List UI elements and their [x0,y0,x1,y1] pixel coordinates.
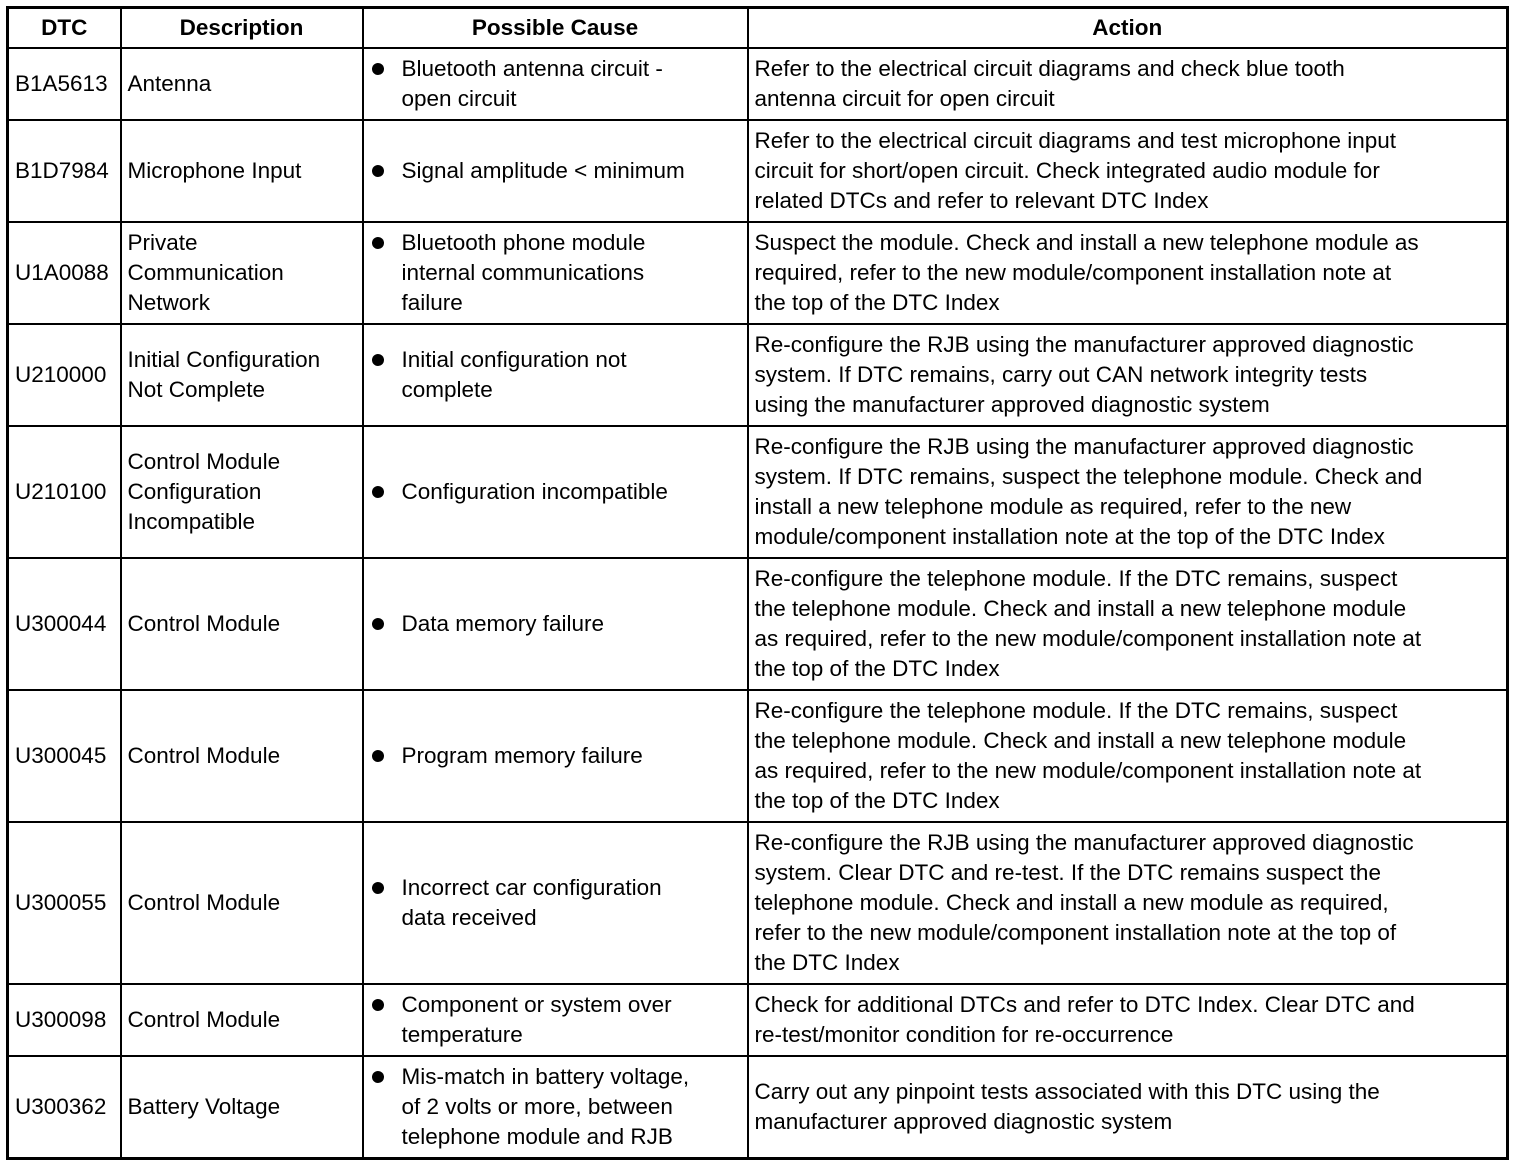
description-line: Battery Voltage [127,1093,281,1119]
cause-item [370,1062,741,1152]
action-line: as required, refer to the new module/component installation note at [754,626,1422,651]
action-line: Refer to the electrical circuit diagrams and check blue tooth [754,56,1345,81]
action-text [748,222,1508,324]
possible-cause [363,690,748,822]
bullet-icon [372,882,384,894]
table-row [8,558,1508,690]
action-text [748,822,1508,984]
bullet-icon [372,237,384,249]
cause-line: Incorrect car configuration [401,875,662,900]
action-text [748,48,1508,120]
action-text [748,984,1508,1056]
action-line: required, refer to the new module/component installation note at [754,260,1392,285]
action-line: Re-configure the RJB using the manufacturer approved diagnostic [754,830,1414,855]
action-line: the telephone module. Check and install a new telephone module [754,596,1407,621]
description-line: Control Module [127,449,281,474]
action-line: the top of the DTC Index [754,656,1000,681]
action-line: module/component installation note at the top of the DTC Index [754,524,1385,549]
cause-line: Configuration incompatible [401,479,668,504]
dtc-code: B1D7984 [8,120,121,222]
action-line: system. Clear DTC and re-test. If the DTC remains suspect the [754,860,1381,885]
cause-item [370,609,741,639]
action-line: antenna circuit for open circuit [754,86,1055,111]
possible-cause [363,120,748,222]
dtc-description [121,48,363,120]
action-line: using the manufacturer approved diagnostic system [754,392,1270,417]
table-row [8,222,1508,324]
description-line: Control Module [127,611,281,636]
dtc-code: U300045 [8,690,121,822]
table-row [8,822,1508,984]
dtc-description [121,558,363,690]
action-text [748,426,1508,558]
action-text [748,690,1508,822]
description-line: Incompatible [127,509,256,534]
cause-line: temperature [401,1022,523,1047]
bullet-icon [372,1071,384,1083]
action-line: install a new telephone module as required, refer to the new [754,494,1352,519]
description-line: Initial Configuration [127,347,321,372]
cause-line: data received [401,905,537,930]
cause-item [370,477,741,507]
dtc-description [121,222,363,324]
action-line: manufacturer approved diagnostic system [754,1108,1173,1134]
action-text [748,120,1508,222]
action-line: system. If DTC remains, suspect the telephone module. Check and [754,464,1423,489]
dtc-code: B1A5613 [8,48,121,120]
description-line: Not Complete [127,377,266,402]
cause-line: Signal amplitude < minimum [401,158,685,183]
table-row [8,426,1508,558]
action-line: the top of the DTC Index [754,290,1000,315]
cause-line: Program memory failure [401,743,643,768]
bullet-icon [372,999,384,1011]
cause-item [370,345,741,405]
cause-line: Component or system over [401,992,672,1017]
dtc-code: U300098 [8,984,121,1056]
action-line: Re-configure the telephone module. If the DTC remains, suspect [754,566,1398,591]
possible-cause [363,426,748,558]
cause-item [370,228,741,318]
bullet-icon [372,63,384,75]
possible-cause [363,1056,748,1158]
dtc-description [121,690,363,822]
cause-item [370,54,741,114]
dtc-code: U1A0088 [8,222,121,324]
table-row [8,48,1508,120]
table-row [8,324,1508,426]
description-line: Antenna [127,71,212,96]
cause-item [370,741,741,771]
action-line: related DTCs and refer to relevant DTC Index [754,188,1209,213]
action-line: as required, refer to the new module/component installation note at [754,758,1422,783]
cause-line: open circuit [401,86,517,111]
header-row [8,8,1508,49]
dtc-description [121,822,363,984]
table-row [8,1056,1508,1158]
cause-line: Initial configuration not [401,347,627,372]
dtc-code: U300055 [8,822,121,984]
dtc-description [121,984,363,1056]
table-row [8,120,1508,222]
bullet-icon [372,750,384,762]
header-action: Action [748,8,1508,49]
description-line: Control Module [127,890,281,915]
action-line: refer to the new module/component installation note at the top of [754,920,1397,945]
cause-item [370,156,741,186]
description-line: Communication [127,260,284,285]
cause-line: Mis-match in battery voltage, [401,1063,690,1089]
action-text [748,558,1508,690]
cause-line: internal communications [401,260,645,285]
possible-cause [363,324,748,426]
possible-cause [363,822,748,984]
cause-line: Bluetooth phone module [401,230,646,255]
dtc-description [121,426,363,558]
action-line: circuit for short/open circuit. Check integrated audio module for [754,158,1380,183]
header-dtc: DTC [8,8,121,49]
action-line: Carry out any pinpoint tests associated with this DTC using the [754,1078,1380,1104]
cause-line: Bluetooth antenna circuit - [401,56,663,81]
bullet-icon [372,618,384,630]
bullet-icon [372,165,384,177]
cause-item [370,990,741,1050]
action-line: the telephone module. Check and install a new telephone module [754,728,1407,753]
cause-line: Data memory failure [401,611,605,636]
table-row [8,984,1508,1056]
cause-line: failure [401,290,463,315]
possible-cause [363,48,748,120]
bullet-icon [372,354,384,366]
action-text [748,1056,1508,1158]
cause-item [370,873,741,933]
description-line: Configuration [127,479,262,504]
description-line: Private [127,230,198,255]
table-body [8,48,1508,1158]
header-description: Description [121,8,363,49]
cause-line: of 2 volts or more, between [401,1093,673,1119]
bullet-icon [372,486,384,498]
action-line: re-test/monitor condition for re-occurrence [754,1022,1174,1047]
possible-cause [363,984,748,1056]
dtc-table [6,6,1509,1160]
action-text [748,324,1508,426]
action-line: the top of the DTC Index [754,788,1000,813]
dtc-code: U210000 [8,324,121,426]
dtc-description [121,120,363,222]
dtc-description [121,324,363,426]
action-line: the DTC Index [754,950,900,975]
action-line: Suspect the module. Check and install a new telephone module as [754,230,1419,255]
possible-cause [363,222,748,324]
table-row [8,690,1508,822]
description-line: Control Module [127,1007,281,1032]
header-possible-cause: Possible Cause [363,8,748,49]
dtc-code: U300362 [8,1056,121,1158]
cause-line: telephone module and RJB [401,1123,673,1149]
description-line: Microphone Input [127,158,302,183]
description-line: Control Module [127,743,281,768]
dtc-code: U210100 [8,426,121,558]
possible-cause [363,558,748,690]
cause-line: complete [401,377,493,402]
dtc-code: U300044 [8,558,121,690]
action-line: Refer to the electrical circuit diagrams and test microphone input [754,128,1397,153]
action-line: system. If DTC remains, carry out CAN network integrity tests [754,362,1368,387]
action-line: Re-configure the telephone module. If the DTC remains, suspect [754,698,1398,723]
action-line: Check for additional DTCs and refer to DTC Index. Clear DTC and [754,992,1415,1017]
description-line: Network [127,290,211,315]
dtc-description [121,1056,363,1158]
action-line: telephone module. Check and install a new module as required, [754,890,1389,915]
action-line: Re-configure the RJB using the manufacturer approved diagnostic [754,434,1414,459]
action-line: Re-configure the RJB using the manufacturer approved diagnostic [754,332,1414,357]
